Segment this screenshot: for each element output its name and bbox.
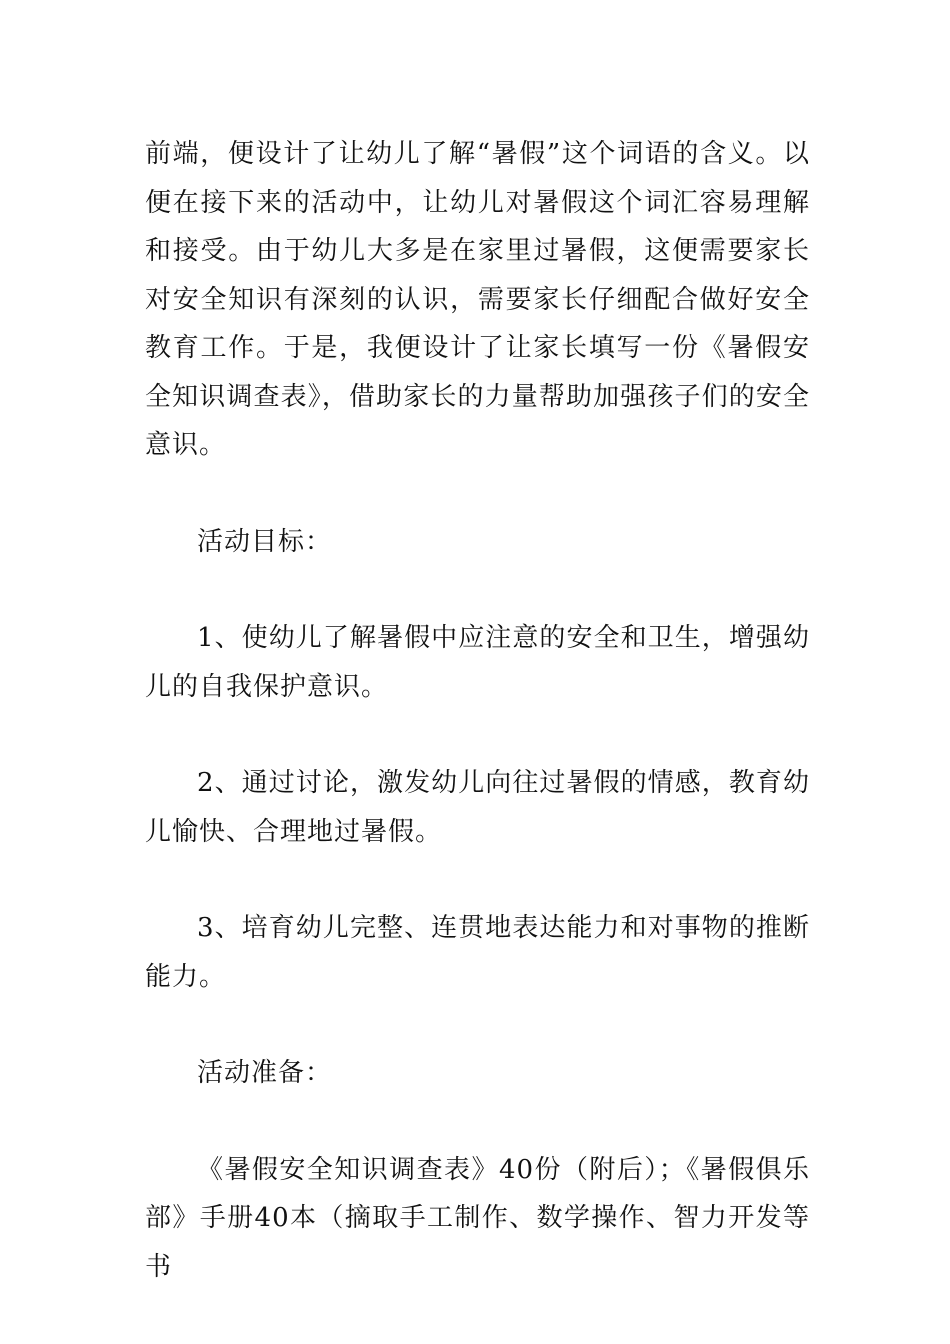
document-body <box>145 130 810 1291</box>
goal-item-2: 2、通过讨论，激发幼儿向往过暑假的情感，教育幼儿愉快、合理地过暑假。 <box>145 768 810 847</box>
preparation-heading: 活动准备： <box>197 1058 333 1088</box>
goal-item-1: 1、使幼儿了解暑假中应注意的安全和卫生，增强幼儿的自我保护意识。 <box>145 623 810 702</box>
intro-paragraph: 前端，便设计了让幼儿了解“暑假”这个词语的含义。以便在接下来的活动中，让幼儿对暑假这个词汇容易理解和接受。由于幼儿大多是在家里过暑假，这便需要家长对安全知识有深刻的认识，需要家长仔细配合做好安全教育工作。于是，我便设计了让家长填写一份《暑假安全知识调查表》，借助家长的力量帮助加强孩子们的安全意识。 <box>145 139 810 460</box>
goal-item-3: 3、培育幼儿完整、连贯地表达能力和对事物的推断能力。 <box>145 913 810 992</box>
goals-heading: 活动目标： <box>197 526 333 557</box>
preparation-paragraph: 《暑假安全知识调查表》40份（附后）；《暑假俱乐部》手册40本（摘取手工制作、数学操作、智力开发等书 <box>145 1154 810 1282</box>
